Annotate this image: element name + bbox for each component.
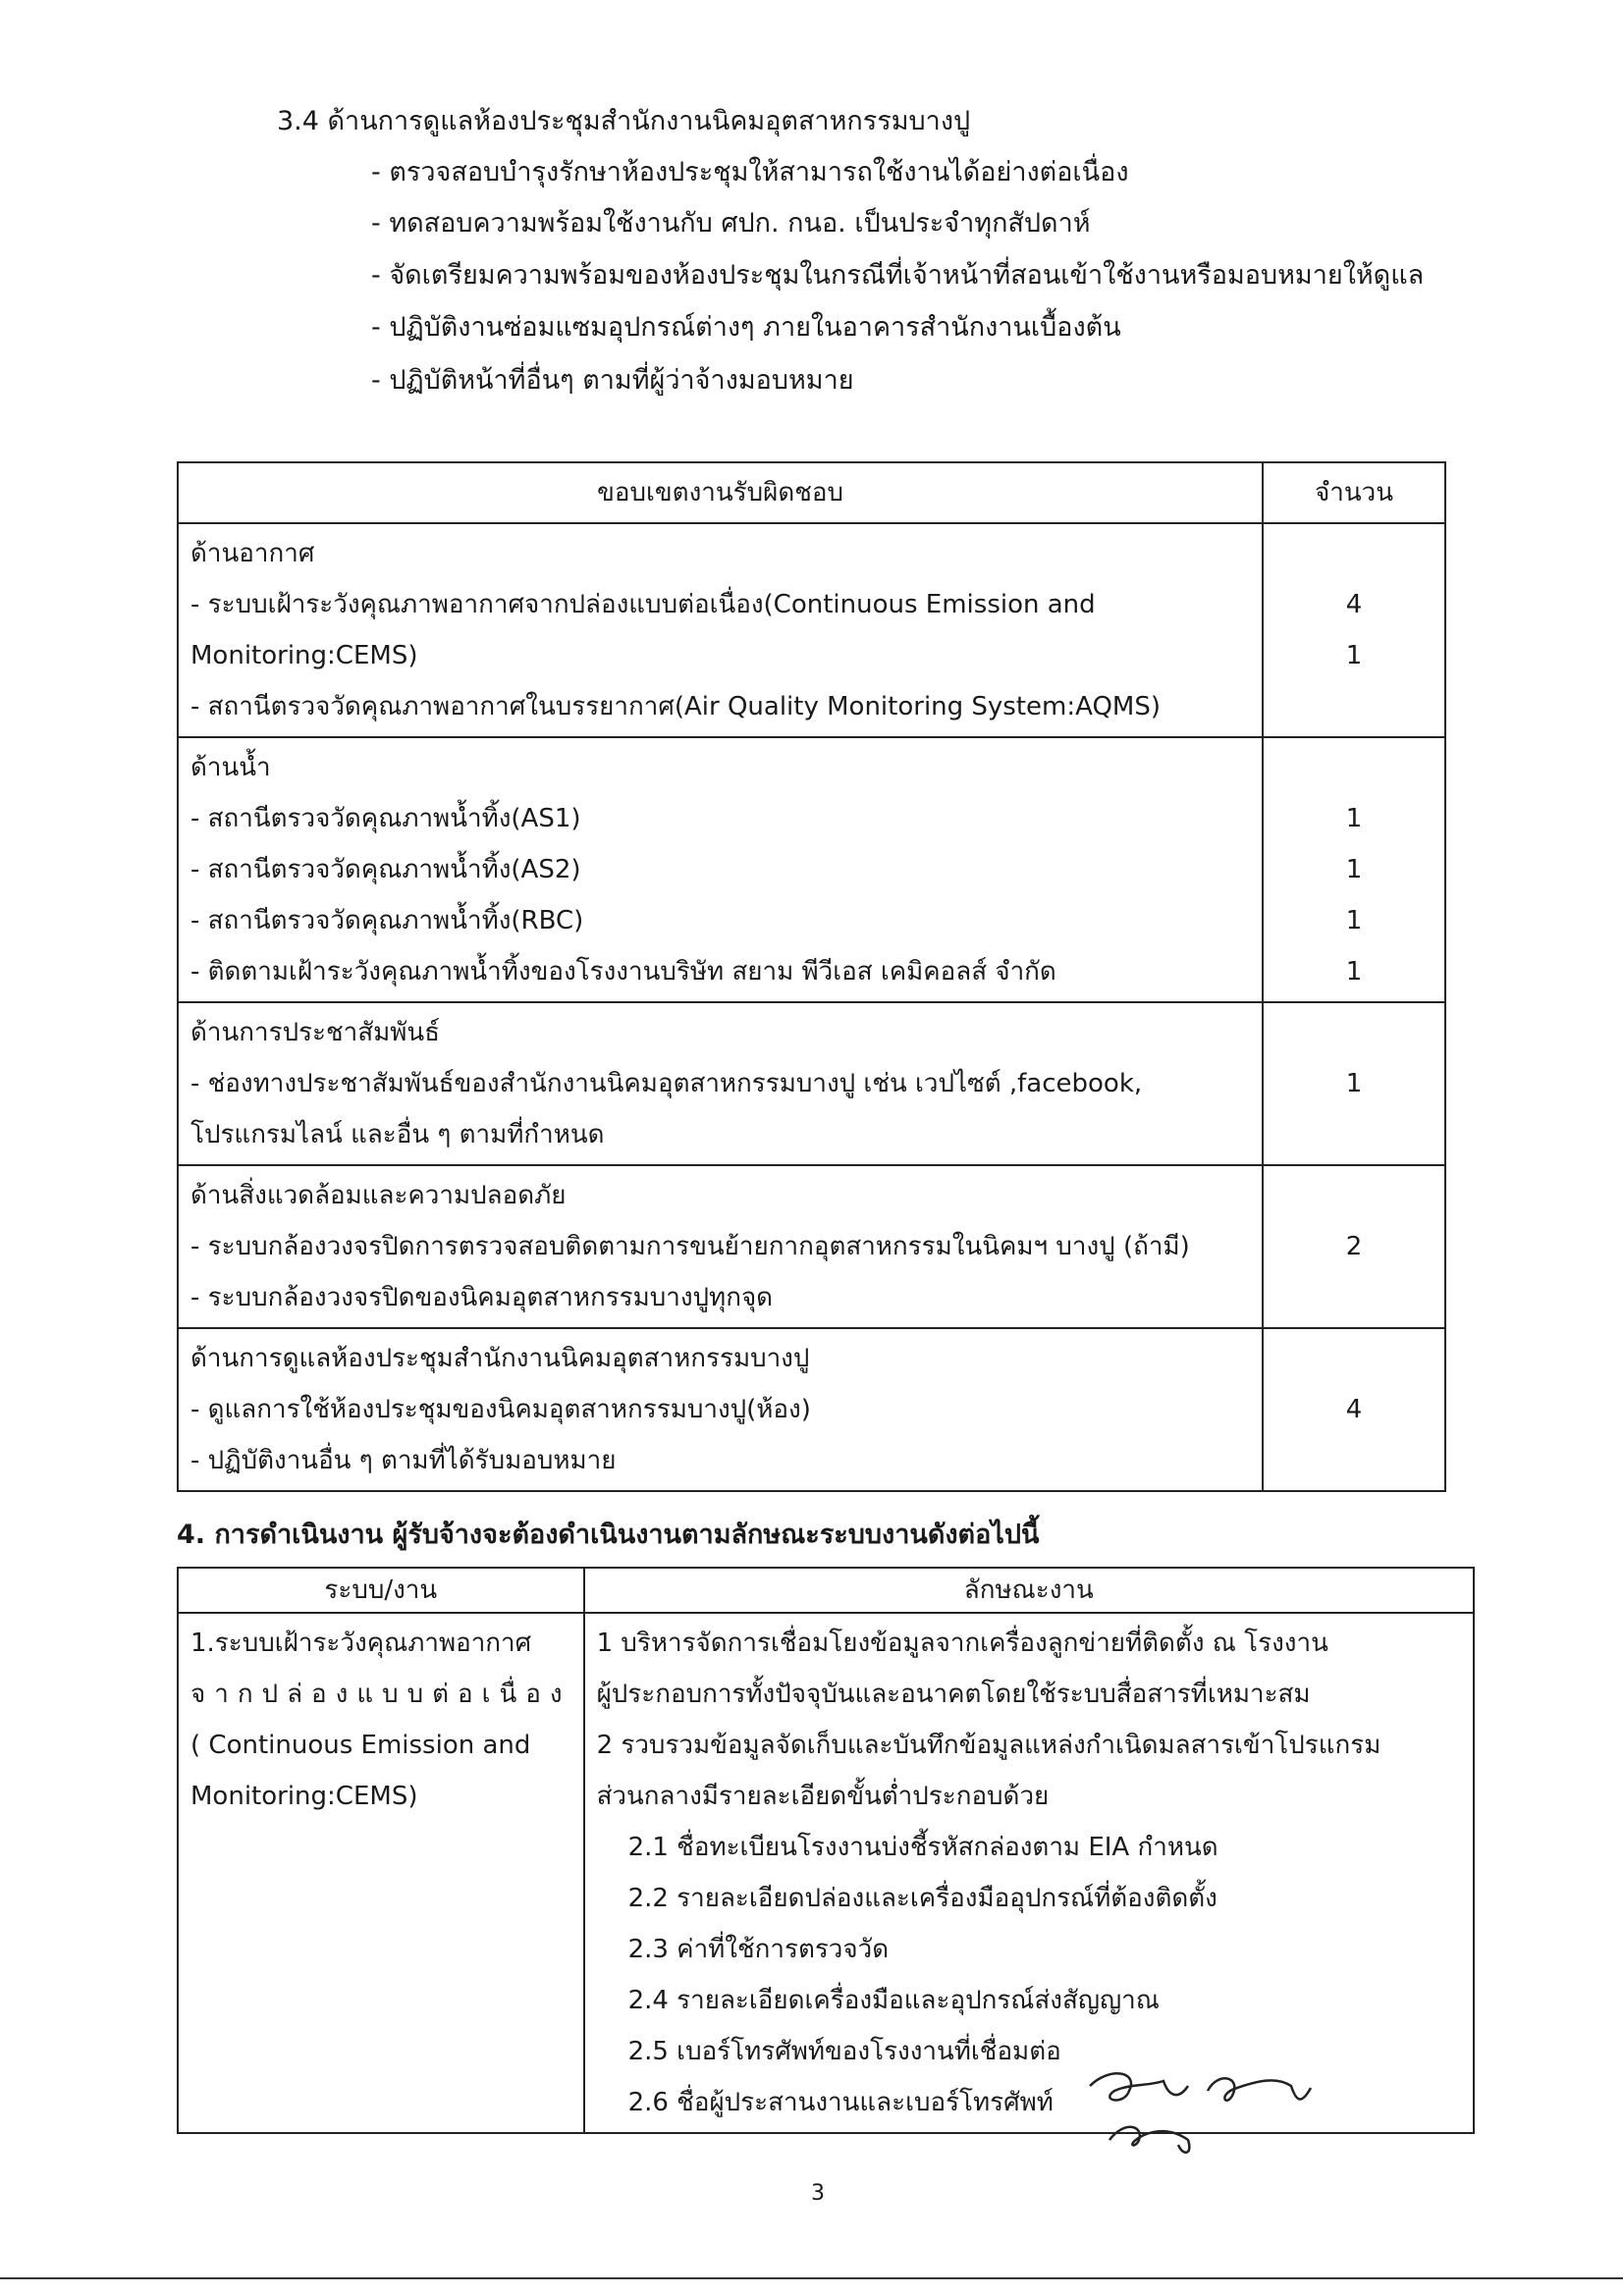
count-value	[1275, 1333, 1433, 1384]
work-cell	[584, 1613, 1474, 2133]
table-row	[178, 523, 1445, 737]
work-line: ส่วนกลางมีรายละเอียดขั้นต่ำประกอบด้วย	[596, 1782, 1050, 1811]
system-header: ระบบ/งาน	[178, 1568, 584, 1613]
scope-line: - ระบบกล้องวงจรปิดของนิคมอุตสาหกรรมบางปูทุกจุด	[190, 1283, 774, 1312]
scope-line: - ติดตามเฝ้าระวังคุณภาพน้ำทิ้งของโรงงานบริษัท สยาม พีวีเอส เคมิคอลส์ จำกัด	[190, 957, 1056, 987]
count-value: 1	[1345, 855, 1363, 884]
scope-line: Monitoring:CEMS)	[190, 641, 418, 670]
count-value: 4	[1345, 590, 1363, 619]
section-4-heading: 4. การดำเนินงาน ผู้รับจ้างจะต้องดำเนินงานตามลักษณะระบบงานดังต่อไปนี้	[177, 1520, 1040, 1550]
count-value	[1275, 528, 1433, 579]
scope-line: - สถานีตรวจวัดคุณภาพน้ำทิ้ง(RBC)	[190, 906, 584, 935]
table-row	[178, 1002, 1445, 1165]
count-value	[1275, 681, 1433, 732]
count-value: 4	[1345, 1395, 1363, 1424]
handwritten-signature	[1070, 2047, 1325, 2164]
scope-cell	[178, 1002, 1263, 1165]
group-title: ด้านการดูแลห้องประชุมสำนักงานนิคมอุตสาหกรรมบางปู	[190, 1344, 810, 1373]
count-value	[1275, 742, 1433, 793]
count-value: 2	[1345, 1232, 1363, 1261]
page-number: 3	[811, 2181, 825, 2206]
group-title: ด้านน้ำ	[190, 753, 271, 782]
section-3-4-item: - ตรวจสอบบำรุงรักษาห้องประชุมให้สามารถใช้งานได้อย่างต่อเนื่อง	[371, 157, 1129, 187]
section-3-4-item: - ทดสอบความพร้อมใช้งานกับ ศปก. กนอ. เป็นประจำทุกสัปดาห์	[371, 208, 1091, 239]
count-cell	[1263, 523, 1445, 737]
scope-line: - ช่องทางประชาสัมพันธ์ของสำนักงานนิคมอุตสาหกรรมบางปู เช่น เวปไซต์ ,facebook,	[190, 1069, 1143, 1098]
count-cell	[1263, 1328, 1445, 1491]
scope-table	[177, 461, 1446, 1492]
work-line: ผู้ประกอบการทั้งปัจจุบันและอนาคตโดยใช้ระบบสื่อสารที่เหมาะสม	[596, 1680, 1311, 1709]
scope-line: - สถานีตรวจวัดคุณภาพน้ำทิ้ง(AS1)	[190, 804, 581, 833]
section-3-4-heading: 3.4 ด้านการดูแลห้องประชุมสำนักงานนิคมอุตสาหกรรมบางปู	[277, 106, 971, 136]
scope-line: - ระบบเฝ้าระวังคุณภาพอากาศจากปล่องแบบต่อเนื่อง(Continuous Emission and	[190, 590, 1096, 619]
count-value	[1275, 1170, 1433, 1221]
work-sub-item: 2.5 เบอร์โทรศัพท์ของโรงงานที่เชื่อมต่อ	[627, 2037, 1061, 2066]
section-3-4-item: - จัดเตรียมความพร้อมของห้องประชุมในกรณีที่เจ้าหน้าที่สอนเข้าใช้งานหรือมอบหมายให้ดูแล	[371, 260, 1425, 291]
work-sub-item: 2.4 รายละเอียดเครื่องมือและอุปกรณ์ส่งสัญญาณ	[627, 1986, 1160, 2015]
count-header: จำนวน	[1263, 462, 1445, 523]
system-line: 1.ระบบเฝ้าระวังคุณภาพอากาศ	[190, 1629, 532, 1658]
scope-cell	[178, 1165, 1263, 1328]
group-title: ด้านการประชาสัมพันธ์	[190, 1018, 441, 1047]
work-header: ลักษณะงาน	[584, 1568, 1474, 1613]
group-title: ด้านสิ่งแวดล้อมและความปลอดภัย	[190, 1181, 567, 1210]
table-header-row	[178, 1568, 1474, 1613]
work-sub-item: 2.6 ชื่อผู้ประสานงานและเบอร์โทรศัพท์	[627, 2088, 1054, 2117]
table-row	[178, 1328, 1445, 1491]
table-row	[178, 1165, 1445, 1328]
scope-line: - สถานีตรวจวัดคุณภาพอากาศในบรรยากาศ(Air Quality Monitoring System:AQMS)	[190, 692, 1161, 721]
count-value	[1275, 1007, 1433, 1058]
section-3-4-item: - ปฏิบัติงานซ่อมแซมอุปกรณ์ต่างๆ ภายในอาคารสำนักงานเบื้องต้น	[371, 312, 1121, 343]
table-row	[178, 737, 1445, 1002]
system-line: Monitoring:CEMS)	[190, 1782, 418, 1811]
count-cell	[1263, 737, 1445, 1002]
footer-rule	[0, 2277, 1623, 2279]
count-value: 1	[1345, 957, 1363, 987]
count-value	[1275, 1435, 1433, 1486]
scope-header: ขอบเขตงานรับผิดชอบ	[178, 462, 1263, 523]
scope-cell	[178, 737, 1263, 1002]
scope-line: - ดูแลการใช้ห้องประชุมของนิคมอุตสาหกรรมบางปู(ห้อง)	[190, 1395, 811, 1424]
count-cell	[1263, 1002, 1445, 1165]
count-value: 1	[1345, 641, 1363, 670]
work-sub-item: 2.1 ชื่อทะเบียนโรงงานบ่งชี้รหัสกล่องตาม EIA กำหนด	[627, 1833, 1218, 1862]
scope-line: - ระบบกล้องวงจรปิดการตรวจสอบติดตามการขนย้ายกากอุตสาหกรรมในนิคมฯ บางปู (ถ้ามี)	[190, 1232, 1190, 1261]
group-title: ด้านอากาศ	[190, 539, 315, 568]
count-value	[1275, 1272, 1433, 1323]
scope-cell	[178, 523, 1263, 737]
scope-line: - สถานีตรวจวัดคุณภาพน้ำทิ้ง(AS2)	[190, 855, 581, 884]
work-line: 2 รวบรวมข้อมูลจัดเก็บและบันทึกข้อมูลแหล่งกำเนิดมลสารเข้าโปรแกรม	[596, 1731, 1381, 1760]
scope-cell	[178, 1328, 1263, 1491]
section-3-4-item: - ปฏิบัติหน้าที่อื่นๆ ตามที่ผู้ว่าจ้างมอบหมาย	[371, 365, 854, 396]
scope-line: โปรแกรมไลน์ และอื่น ๆ ตามที่กำหนด	[190, 1120, 605, 1149]
work-line: 1 บริหารจัดการเชื่อมโยงข้อมูลจากเครื่องลูกข่ายที่ติดตั้ง ณ โรงงาน	[596, 1629, 1328, 1658]
system-line: ( Continuous Emission and	[190, 1731, 531, 1760]
system-cell	[178, 1613, 584, 2133]
work-sub-item: 2.2 รายละเอียดปล่องและเครื่องมืออุปกรณ์ที่ต้องติดตั้ง	[627, 1884, 1217, 1913]
count-value: 1	[1345, 906, 1363, 935]
count-cell	[1263, 1165, 1445, 1328]
system-line: จากปล่องแบบต่อเนื่อง	[190, 1680, 571, 1709]
count-value: 1	[1345, 1069, 1363, 1098]
table-header-row	[178, 462, 1445, 523]
scope-line: - ปฏิบัติงานอื่น ๆ ตามที่ได้รับมอบหมาย	[190, 1446, 617, 1475]
count-value	[1275, 1109, 1433, 1160]
count-value: 1	[1345, 804, 1363, 833]
work-sub-item: 2.3 ค่าที่ใช้การตรวจวัด	[627, 1935, 890, 1964]
